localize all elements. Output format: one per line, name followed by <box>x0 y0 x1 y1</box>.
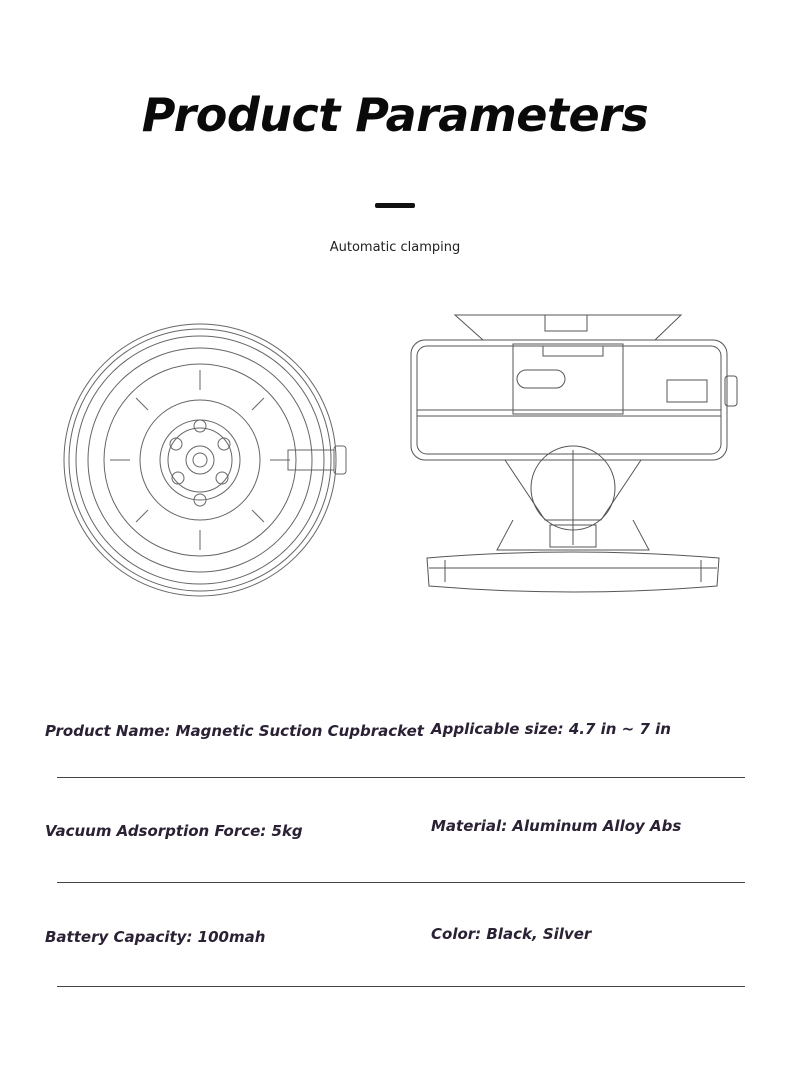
spec-product-name: Product Name: Magnetic Suction Cupbracket <box>45 722 424 740</box>
spec-battery: Battery Capacity: 100mah <box>45 928 266 946</box>
spec-material: Material: Aluminum Alloy Abs <box>431 817 682 835</box>
side-view-drawing <box>405 310 745 600</box>
front-view-drawing <box>60 318 360 603</box>
divider-line <box>57 777 745 778</box>
spec-applicable-size: Applicable size: 4.7 in ~ 7 in <box>431 720 671 738</box>
title-divider <box>375 203 415 208</box>
spec-vacuum-force: Vacuum Adsorption Force: 5kg <box>45 822 303 840</box>
page-subtitle: Automatic clamping <box>329 240 461 255</box>
divider-line <box>57 882 745 883</box>
divider-line <box>57 986 745 987</box>
page-title: Product Parameters <box>141 88 649 142</box>
spec-color: Color: Black, Silver <box>431 925 592 943</box>
